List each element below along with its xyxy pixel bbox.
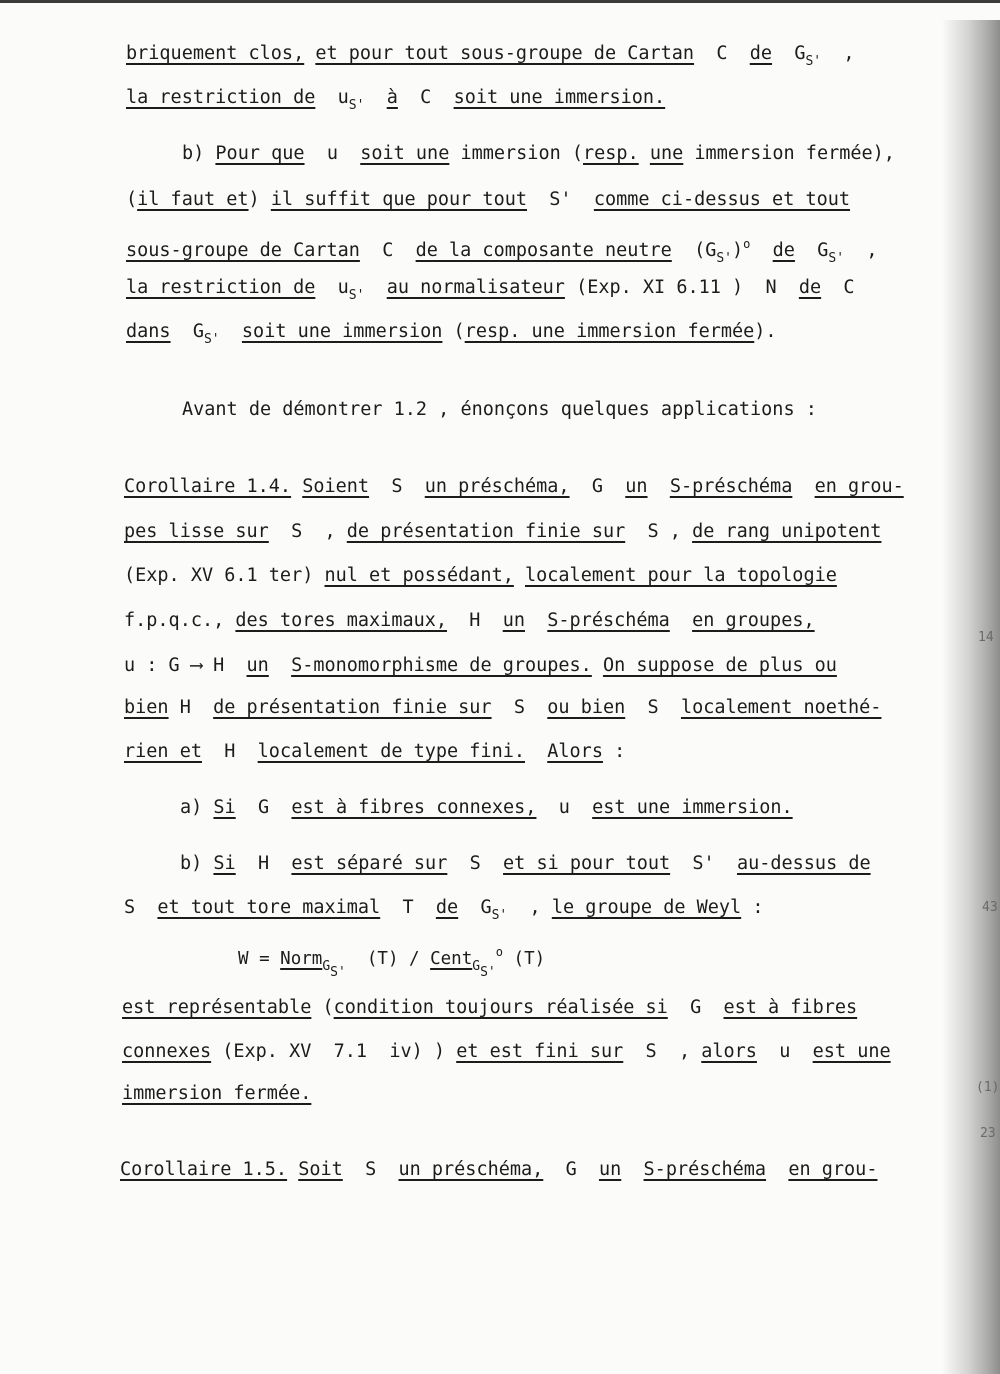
scan-edge-shadow [942,20,1000,1374]
text-line: a) Si G est à fibres connexes, u est une immersion. [180,797,793,818]
text-line: Corollaire 1.4. Soient S un préschéma, G un S-préschéma en grou- [124,476,904,497]
text-line: rien et H localement de type fini. Alors : [124,741,626,762]
text-line: S et tout tore maximal T de $G_{S'}$ , le groupe de Weyl : [124,897,764,923]
text-line: dans $G_{S'}$ soit une immersion (resp. une immersion fermée). [126,321,777,347]
text-line: la restriction de $u_{S'}$ au normalisateur (Exp. XI 6.11 ) N de C [126,277,855,303]
text-line: u : G ⟶ H un S-monomorphisme de groupes. On suppose de plus ou [124,655,837,676]
text-line: connexes (Exp. XV 7.1 iv) ) et est fini sur S , alors u est une [122,1041,891,1062]
edge-mark: 43 [982,900,998,915]
text-line: b) Si H est séparé sur S et si pour tout S' au-dessus de [180,853,871,874]
text-line: Avant de démontrer 1.2 , énonçons quelques applications : [182,399,817,420]
text-line: (Exp. XV 6.1 ter) nul et possédant, localement pour la topologie [124,565,837,586]
edge-mark: 14 [978,630,994,645]
text-line: Corollaire 1.5. Soit S un préschéma, G un S-préschéma en grou- [120,1159,878,1180]
text-line: briquement clos, et pour tout sous-groupe de Cartan C de $G_{S'}$ , [126,43,855,69]
text-line: pes lisse sur S , de présentation finie sur S , de rang unipotent [124,521,882,542]
text-line: sous-groupe de Cartan C de la composante neutre $(G_{S'})^o$ de $G_{S'}$ , [126,237,878,266]
text-line: immersion fermée. [122,1083,312,1104]
text-line: la restriction de $u_{S'}$ à C soit une immersion. [126,87,666,113]
scan-top-border [0,0,1000,3]
weyl-formula: W = Norm$_{G_{S'}}$ (T) / Cent$_{G_{S'}}^o$ (T) [238,945,546,980]
text-line: (il faut et) il suffit que pour tout S' comme ci-dessus et tout [126,189,851,210]
edge-mark: (1) [976,1080,1000,1095]
text-line: b) Pour que u soit une immersion (resp. une immersion fermée), [182,143,895,164]
text-line: f.p.q.c., des tores maximaux, H un S-préschéma en groupes, [124,610,815,631]
edge-mark: 23 [980,1126,996,1141]
text-line: bien H de présentation finie sur S ou bien S localement noethé- [124,697,882,718]
text-line: est représentable (condition toujours réalisée si G est à fibres [122,997,858,1018]
